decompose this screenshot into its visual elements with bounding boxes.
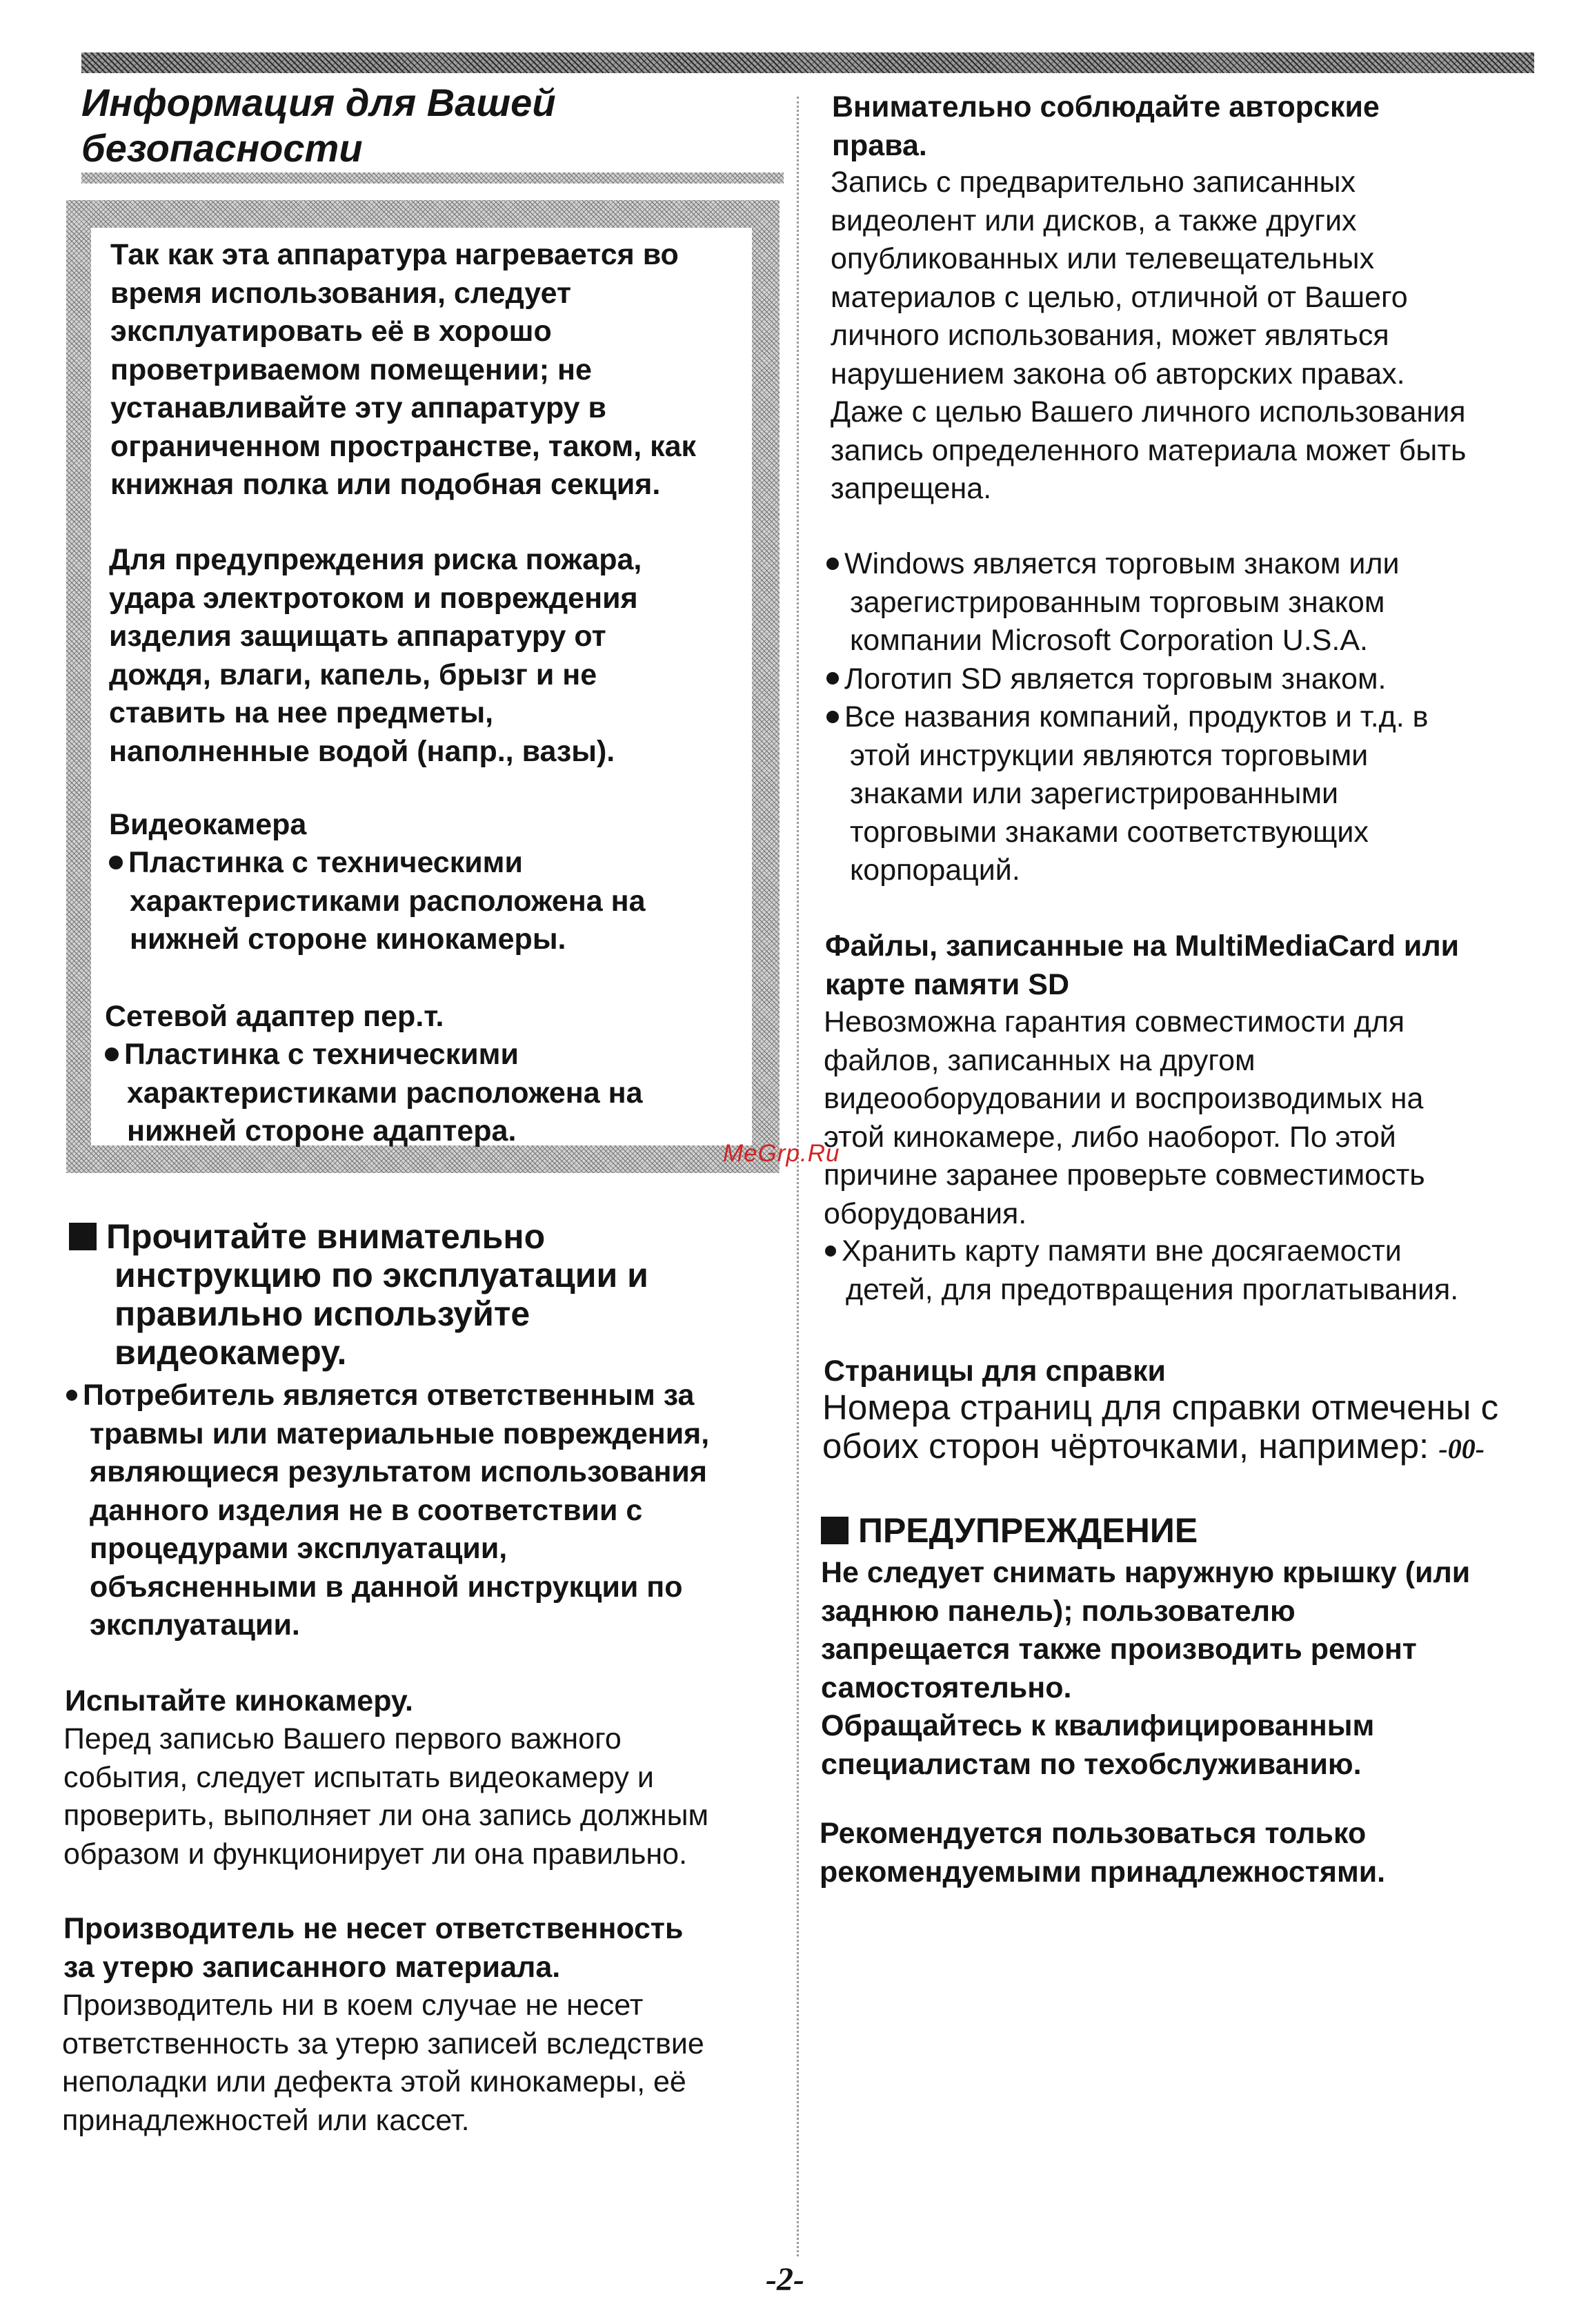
bullet-icon [826,672,839,685]
adapter-heading: Сетевой адаптер пер.т. [105,1000,444,1033]
test-camera-heading: Испытайте кинокамеру. [65,1684,413,1717]
test-camera-text: Перед записью Вашего первого важного события, следует испытать видеокамеру и проверить, выполняет ли она запись должным образом и функционирует ли она правильно. [63,1722,709,1871]
section-square-icon [69,1223,97,1250]
page-ref-example: -00- [1438,1433,1485,1464]
bullet-icon [825,1245,836,1257]
list-item: Логотип SD является торговым знаком. [826,660,1429,699]
safety-para-ventilation: Так как эта аппаратура нагревается во время использования, следует эксплуатировать её в хорошо проветриваемом помещении; не устанавливайте эту аппаратуру в ограниченном пространстве, таком, как книжная полка или подобная секция. [110,238,697,501]
copyright-heading: Внимательно соблюдайте авторские права. [832,90,1380,162]
reference-pages-heading: Страницы для справки [824,1355,1166,1388]
bullet-icon [66,1390,77,1401]
bullet-icon [826,711,839,723]
memory-card-bullet: Хранить карту памяти вне досягаемости детей, для предотвращения проглатывания. [825,1232,1458,1309]
watermark: MeGrp.Ru [723,1140,840,1167]
bullet-icon [826,558,839,570]
safety-para-fire: Для предупреждения риска пожара, удара электротоком и повреждения изделия защищать аппаратуру от дождя, влаги, капель, брызг и не ставить на нее предметы, наполненные водой (напр., вазы). [109,543,642,768]
bullet-icon [105,1047,119,1061]
copyright-text: Запись с предварительно записанных видеолент или дисков, а также других опубликованных или телевещательных материалов с целью, отличной от Вашего личного использования, может являться нарушением закона об авторских правах. Даже с целью Вашего личного использования запись определенного материала может быть запрещена. [831,166,1467,505]
files-heading: Файлы, записанные на MultiMediaCard или карте памяти SD [825,929,1460,1001]
trademarks-list: Windows является торговым знаком или зарегистрированным торговым знаком компании Microsoft Corporation U.S.A. Логотип SD является торговым знаком. Все названия компаний, продуктов и т.д. в этой инструкции являются торговыми знаками или зарегистрированными торговыми знаками соответствующих корпораций. [826,545,1429,890]
bullet-icon [109,856,123,869]
warning-text: Не следует снимать наружную крышку (или заднюю панель); пользователю запрещается также производить ремонт самостоятельно. Обращайтесь к квалифицированным специалистам по техобслуживанию. [821,1556,1471,1781]
column-divider [797,97,799,2256]
recommend-text: Рекомендуется пользоваться только рекомендуемыми принадлежностями. [820,1817,1386,1889]
read-instructions-heading: Прочитайте внимательно инструкцию по эксплуатации и правильно используйте видеокамеру. [69,1217,648,1372]
top-rule [81,52,1534,73]
files-text: Невозможна гарантия совместимости для файлов, записанных на другом видеооборудовании и воспроизводимых на этой кинокамере, либо наоборот. По этой причине заранее проверьте совместимость оборудования. [824,1005,1425,1230]
page-title: Информация для Вашей безопасности [81,81,556,170]
camera-heading: Видеокамера [109,808,307,841]
adapter-plate-bullet: Пластинка с техническими характеристиками расположена на нижней стороне адаптера. [105,1036,643,1151]
title-underline [81,173,784,184]
responsibility-bullet: Потребитель является ответственным за травмы или материальные повреждения, являющиеся результатом использования данного изделия не в соответствии с процедурами эксплуатации, объясненными в данной инструкции по эксплуатации. [66,1377,709,1645]
no-liability-text: Производитель ни в коем случае не несет ответственность за утерю записей вследствие неполадки или дефекта этой кинокамеры, её принадлежностей или кассет. [62,1989,704,2137]
section-square-icon [821,1517,848,1544]
warning-heading: ПРЕДУПРЕЖДЕНИЕ [821,1511,1198,1550]
camera-plate-bullet: Пластинка с техническими характеристиками расположена на нижней стороне кинокамеры. [109,844,646,959]
list-item: Windows является торговым знаком или [826,545,1429,584]
page-number: -2- [766,2261,804,2298]
list-item: Все названия компаний, продуктов и т.д. в [826,698,1429,737]
reference-pages-text: Номера страниц для справки отмечены с обоих сторон чёрточками, например: -00- [822,1388,1499,1466]
no-liability-heading: Производитель не несет ответственность за утерю записанного материала. [63,1912,684,1984]
